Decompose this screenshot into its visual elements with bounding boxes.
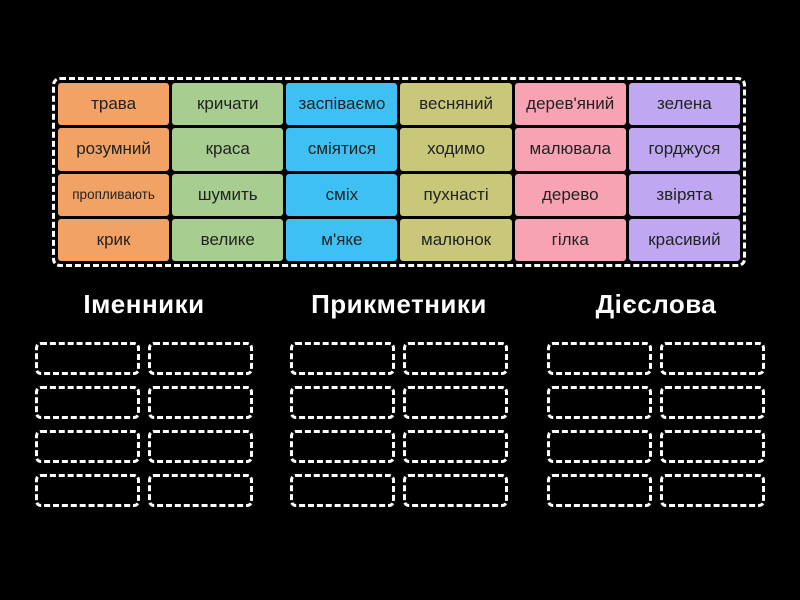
- drop-slot[interactable]: [148, 430, 253, 463]
- word-tile[interactable]: м'яке: [286, 219, 397, 261]
- word-tile[interactable]: пропливають: [58, 174, 169, 216]
- slot-grid-adjectives: [290, 342, 508, 507]
- word-tile[interactable]: ходимо: [400, 128, 511, 170]
- drop-slot[interactable]: [660, 430, 765, 463]
- word-tile[interactable]: сміятися: [286, 128, 397, 170]
- drop-slot[interactable]: [660, 474, 765, 507]
- drop-slot[interactable]: [660, 342, 765, 375]
- drop-slot[interactable]: [290, 430, 395, 463]
- drop-slot[interactable]: [403, 474, 508, 507]
- slot-grid-verbs: [547, 342, 765, 507]
- drop-slot[interactable]: [403, 430, 508, 463]
- word-tile[interactable]: велике: [172, 219, 283, 261]
- category-group-verbs: [547, 285, 765, 507]
- word-tile[interactable]: зелена: [629, 83, 740, 125]
- drop-slot[interactable]: [35, 342, 140, 375]
- word-tile[interactable]: красивий: [629, 219, 740, 261]
- word-tile[interactable]: весняний: [400, 83, 511, 125]
- word-tile[interactable]: крик: [58, 219, 169, 261]
- word-tile[interactable]: дерев'яний: [515, 83, 626, 125]
- category-title-adjectives: Прикметники: [311, 289, 487, 319]
- word-tile[interactable]: сміх: [286, 174, 397, 216]
- drop-slot[interactable]: [290, 342, 395, 375]
- drop-slot[interactable]: [547, 430, 652, 463]
- drop-slot[interactable]: [547, 386, 652, 419]
- drop-slot[interactable]: [148, 342, 253, 375]
- drop-slot[interactable]: [290, 386, 395, 419]
- word-tile[interactable]: розумний: [58, 128, 169, 170]
- drop-slot[interactable]: [290, 474, 395, 507]
- drop-slot[interactable]: [547, 474, 652, 507]
- drop-slot[interactable]: [547, 342, 652, 375]
- drop-slot[interactable]: [403, 386, 508, 419]
- drop-slot[interactable]: [35, 386, 140, 419]
- slot-grid-nouns: [35, 342, 253, 507]
- drop-slot[interactable]: [660, 386, 765, 419]
- drop-slot[interactable]: [35, 474, 140, 507]
- drop-slot[interactable]: [148, 386, 253, 419]
- drop-slot[interactable]: [148, 474, 253, 507]
- word-tile[interactable]: малювала: [515, 128, 626, 170]
- word-bank: [52, 77, 746, 267]
- category-title-nouns: Іменники: [83, 289, 205, 319]
- drop-slot[interactable]: [35, 430, 140, 463]
- word-tile[interactable]: горджуся: [629, 128, 740, 170]
- category-title-verbs: Дієслова: [595, 289, 717, 319]
- drop-slot[interactable]: [403, 342, 508, 375]
- word-tile[interactable]: гілка: [515, 219, 626, 261]
- word-tile[interactable]: звірята: [629, 174, 740, 216]
- word-tile[interactable]: дерево: [515, 174, 626, 216]
- word-tile[interactable]: пухнасті: [400, 174, 511, 216]
- word-tile[interactable]: кричати: [172, 83, 283, 125]
- category-group-adjectives: [290, 285, 508, 507]
- category-group-nouns: [35, 285, 253, 507]
- word-tile[interactable]: малюнок: [400, 219, 511, 261]
- word-tile[interactable]: трава: [58, 83, 169, 125]
- word-tile[interactable]: заспіваємо: [286, 83, 397, 125]
- word-tile[interactable]: краса: [172, 128, 283, 170]
- word-tile[interactable]: шумить: [172, 174, 283, 216]
